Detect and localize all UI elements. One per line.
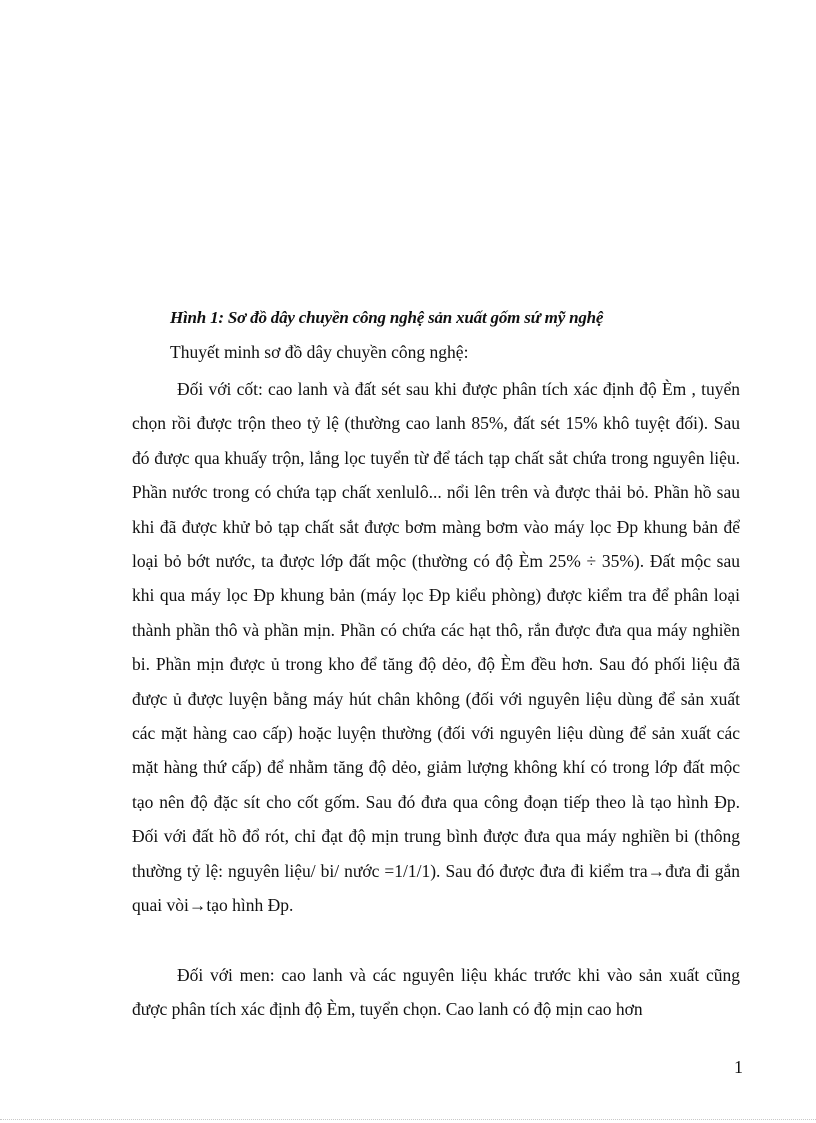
- footer-divider: [0, 1119, 816, 1120]
- paragraph-cot: Đối với cốt: cao lanh và đất sét sau khi được phân tích xác định độ Èm , tuyển chọn rồi được trộn theo tỷ lệ (thường cao lanh 85%, đất sét 15% khô tuyệt đối). Sau đó được qua khuấy trộn, lắng lọc tuyển từ để tách tạp chất sắt chứa trong nguyên liệu. Phần nước trong có chứa tạp chất xenlulô... nổi lên trên và được thải bỏ. Phần hồ sau khi đã được khử bỏ tạp chất sắt được bơm màng bơm vào máy lọc Ðp khung bản để loại bỏ bớt nước, ta được lớp đất mộc (thường có độ Èm 25% ÷ 35%). Đất mộc sau khi qua máy lọc Ðp khung bản (máy lọc Ðp kiểu phòng) được kiểm tra để phân loại thành phần thô và phần mịn. Phần có chứa các hạt thô, rắn được đưa qua máy nghiền bi. Phần mịn được ủ trong kho để tăng độ dẻo, độ Èm đều hơn. Sau đó phối liệu đã được ủ được luyện bằng máy hút chân không (đối với nguyên liệu dùng để sản xuất các mặt hàng cao cấp) hoặc luyện thường (đối với nguyên liệu dùng để sản xuất các mặt hàng thứ cấp) để nhằm tăng độ dẻo, giảm lượng không khí có trong lớp đất mộc tạo nên độ đặc sít cho cốt gốm. Sau đó đưa qua công đoạn tiếp theo là tạo hình Ðp. Đối với đất hồ đổ rót, chỉ đạt độ mịn trung bình được đưa qua máy nghiền bi (thông thường tỷ lệ: nguyên liệu/ bi/ nước =1/1/1). Sau đó được đưa đi kiểm tra→đưa đi gắn quai vòi→tạo hình Ðp.: [132, 379, 740, 916]
- page-number: 1: [734, 1057, 743, 1077]
- figure-caption: Hình 1: Sơ đồ dây chuyền công nghệ sản xuất gốm sứ mỹ nghệ: [170, 308, 604, 327]
- paragraph-men: Đối với men: cao lanh và các nguyên liệu khác trước khi vào sản xuất cũng được phân tích xác định độ Èm, tuyển chọn. Cao lanh có độ mịn cao hơn: [132, 965, 740, 1020]
- section-heading: Thuyết minh sơ đồ dây chuyền công nghệ:: [170, 342, 469, 362]
